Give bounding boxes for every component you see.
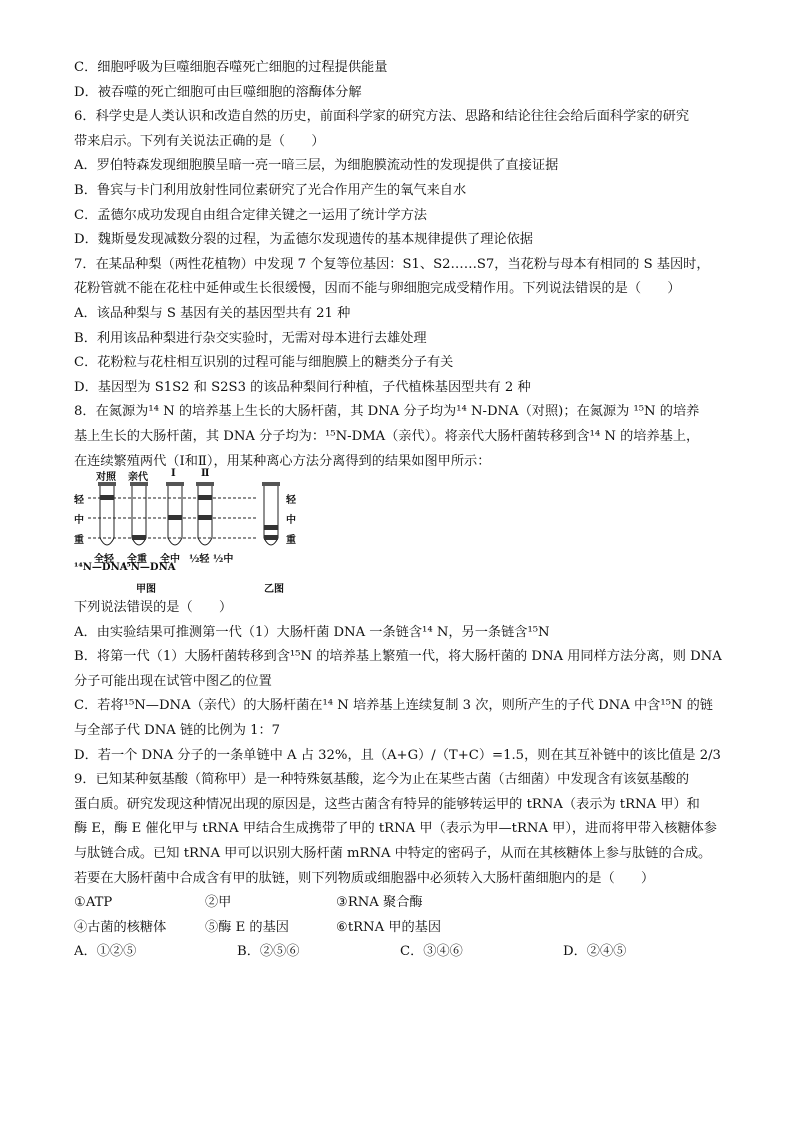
question-7-stem: 7．在某品种梨（两性花植物）中发现 7 个复等位基因：S1、S2……S7，当花粉与母本有相同的 S 基因时， — [74, 256, 710, 272]
item: ④古菌的核糖体 — [74, 919, 167, 935]
col-label: 对照 — [96, 472, 116, 484]
dna-label: ¹⁴N—DNA — [74, 562, 128, 574]
text-line: 酶 E，酶 E 催化甲与 tRNA 甲结合生成携带了甲的 tRNA 甲（表示为甲—tRNA 甲），进而将甲带入核糖体参 — [74, 821, 717, 837]
row-label-middle: 中 — [74, 515, 84, 527]
answer-option: C．③④⑥ — [400, 944, 463, 960]
text-line: 分子可能出现在试管中图乙的位置 — [74, 673, 272, 689]
option-line: D．基因型为 S1S2 和 S2S3 的该品种梨间行种植，子代植株基因型共有 2 种 — [74, 379, 531, 395]
option-line: D．魏斯曼发现减数分裂的过程，为孟德尔发现遗传的基本规律提供了理论依据 — [74, 232, 533, 248]
row-label-light: 轻 — [74, 495, 84, 507]
items-row — [74, 916, 726, 941]
item: ②甲 — [205, 895, 232, 911]
right-label-heavy: 重 — [286, 535, 296, 547]
tube-label: ½轻 ½中 — [189, 554, 234, 566]
option-line: A．罗伯特森发现细胞膜呈暗一亮一暗三层，为细胞膜流动性的发现提供了直接证据 — [74, 158, 559, 174]
text-line: 基上生长的大肠杆菌，其 DNA 分子均为：¹⁵N-DMA（亲代）。将亲代大肠杆菌转移到含¹⁴ N 的培养基上， — [74, 428, 700, 444]
text-line: 与全部子代 DNA 链的比例为 1：7 — [74, 723, 281, 739]
col-label: Ⅰ — [171, 468, 176, 480]
row-label-heavy: 重 — [74, 535, 84, 547]
text-line: 花粉管就不能在花柱中延伸或生长很缓慢，因而不能与卵细胞完成受精作用。下列说法错误的是（ ） — [74, 281, 681, 297]
tube-label: 全轻 — [94, 554, 114, 566]
items-row — [74, 891, 726, 916]
right-label-light: 轻 — [286, 495, 296, 507]
option-line: A．该品种梨与 S 基因有关的基因型共有 21 种 — [74, 305, 351, 321]
text-line: D．被吞噬的死亡细胞可由巨噬细胞的溶酶体分解 — [74, 84, 362, 100]
option-line: C．花粉粒与花柱相互识别的过程可能与细胞膜上的糖类分子有关 — [74, 355, 454, 371]
option-line: C．孟德尔成功发现自由组合定律关键之一运用了统计学方法 — [74, 207, 427, 223]
dna-centrifuge-figure — [74, 468, 314, 596]
answer-options — [74, 940, 726, 965]
option-line: A．由实验结果可推测第一代（1）大肠杆菌 DNA 一条链含¹⁴ N，另一条链含¹⁵N — [74, 624, 550, 640]
col-label: Ⅱ — [201, 468, 210, 480]
text-line: 在连续繁殖两代（Ⅰ和Ⅱ），用某种离心方法分离得到的结果如图甲所示： — [74, 453, 491, 469]
dna-label: ¹⁵N—DNA — [122, 562, 176, 574]
right-label-middle: 中 — [286, 515, 296, 527]
tube-label: 全中 — [160, 554, 180, 566]
question-9-stem: 9．已知某种氨基酸（简称甲）是一种特殊氨基酸，迄今为止在某些古菌（古细菌）中发现含有该氨基酸的 — [74, 772, 690, 788]
caption-figure-a: 甲图 — [136, 584, 156, 596]
answer-option: B．②⑤⑥ — [237, 944, 300, 960]
caption-figure-b: 乙图 — [264, 584, 284, 596]
tube-label: 全重 — [127, 554, 147, 566]
option-line: B．鲁宾与卡门利用放射性同位素研究了光合作用产生的氧气来自水 — [74, 182, 467, 198]
question-content — [74, 56, 726, 965]
text-line: 与肽链合成。已知 tRNA 甲可以识别大肠杆菌 mRNA 中特定的密码子，从而在其核糖体上参与肽链的合成。 — [74, 846, 712, 862]
text-line: 若要在大肠杆菌中合成含有甲的肽链，则下列物质或细胞器中必须转入大肠杆菌细胞内的是（ ） — [74, 870, 655, 886]
item: ①ATP — [74, 895, 113, 911]
option-line: B．利用该品种梨进行杂交实验时，无需对母本进行去雄处理 — [74, 330, 427, 346]
text-line: C．细胞呼吸为巨噬细胞吞噬死亡细胞的过程提供能量 — [74, 60, 388, 75]
answer-option: A．①②⑤ — [74, 944, 137, 960]
option-line: C．若将¹⁵N—DNA（亲代）的大肠杆菌在¹⁴ N 培养基上连续复制 3 次，则所产生的子代 DNA 中含¹⁵N 的链 — [74, 698, 713, 714]
text-line: 带来启示。下列有关说法正确的是（ ） — [74, 133, 325, 149]
question-6-stem: 6．科学史是人类认识和改造自然的历史，前面科学家的研究方法、思路和结论往往会给后面科学家的研究 — [74, 109, 690, 125]
text-line: 蛋白质。研究发现这种情况出现的原因是，这些古菌含有特异的能够转运甲的 tRNA（表示为 tRNA 甲）和 — [74, 796, 700, 812]
col-label: 亲代 — [128, 472, 148, 484]
option-line: D．若一个 DNA 分子的一条单链中 A 占 32%，且（A+G）/（T+C）=1.5，则在其互补链中的该比值是 2/3 — [74, 747, 721, 763]
option-line: B．将第一代（1）大肠杆菌转移到含¹⁵N 的培养基上繁殖一代，将大肠杆菌的 DNA 用同样方法分离，则 DNA — [74, 649, 722, 665]
text-line: 下列说法错误的是（ ） — [74, 600, 233, 616]
item: ⑤酶 E 的基因 — [205, 919, 289, 935]
question-8-stem: 8．在氮源为¹⁴ N 的培养基上生长的大肠杆菌，其 DNA 分子均为¹⁴ N-DNA（对照)；在氮源为 ¹⁵N 的培养 — [74, 404, 700, 420]
tubes-drawing — [74, 476, 314, 594]
item: ③RNA 聚合酶 — [336, 895, 423, 911]
answer-option: D．②④⑤ — [563, 944, 627, 960]
item: ⑥tRNA 甲的基因 — [336, 919, 442, 935]
